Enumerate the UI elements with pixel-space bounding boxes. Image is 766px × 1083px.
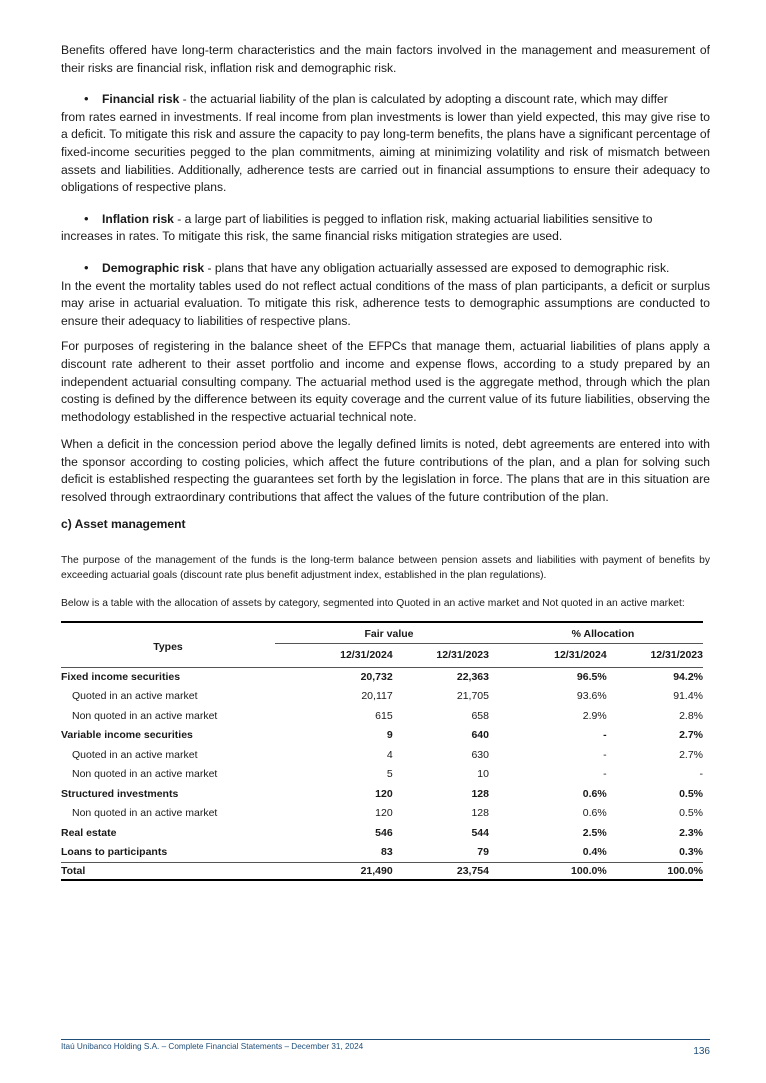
bullet-first-line: - plans that have any obligation actuarially assessed are exposed to demographic risk. [204, 260, 670, 275]
table-row: Non quoted in an active market 5 10 - - [72, 768, 703, 781]
table-total-row: Total 21,490 23,754 100.0% 100.0% [61, 862, 703, 880]
bullet-title: Inflation risk [102, 211, 174, 226]
table-row: Non quoted in an active market 615 658 2.9% 2.8% [72, 709, 703, 722]
bullet-continuation: increases in rates. To mitigate this risk, the same financial risks mitigation strategies are used. [61, 229, 563, 244]
bullet-dot-icon: • [84, 91, 89, 107]
deficit-paragraph: When a deficit in the concession period above the legally defined limits is noted, debt agreements are entered into with the sponsor according to costing policies, which affect the future contributions of the plan, and a plan for solving such deficit is established respecting the guarantees set forth by the legislation in force. The plans that are in this situation are resolved through extraordinary contributions that affect the values of the future contribution of the plan. [61, 437, 710, 505]
date-header: 12/31/2024 [275, 643, 393, 667]
intro-paragraph: Benefits offered have long-term characteristics and the main factors involved in the management and measurement of their risks are financial risk, inflation risk and demographic risk. [61, 43, 710, 75]
allocation-header: % Allocation [489, 622, 703, 644]
table-intro-paragraph: Below is a table with the allocation of assets by category, segmented into Quoted in an active market and Not quoted in an active market: [61, 597, 685, 609]
table-row: Quoted in an active market 20,117 21,705 93.6% 91.4% [72, 690, 703, 703]
document-body [61, 42, 710, 881]
date-header: 12/31/2023 [607, 643, 703, 667]
page-number: 136 [693, 1046, 710, 1057]
bullet-title: Demographic risk [102, 260, 205, 275]
types-header: Types [61, 622, 275, 668]
table-row: Loans to participants 83 79 0.4% 0.3% [61, 846, 703, 859]
bullet-demographic-risk [61, 260, 710, 330]
date-header: 12/31/2024 [489, 643, 607, 667]
bullet-inflation-risk [61, 211, 710, 246]
page-footer [61, 1039, 710, 1057]
table-row: Non quoted in an active market 120 128 0.6% 0.5% [72, 807, 703, 820]
efpc-paragraph: For purposes of registering in the balance sheet of the EFPCs that manage them, actuarial liabilities of plans apply a discount rate adherent to their asset portfolio and income and expense flows, according to a study prepared by an independent actuarial consulting company. The actuarial method used is the aggregate method, through which the plan costing is defined by the difference between its equity coverage and the current value of its future liabilities, observing the methodology established in the respective actuarial technical note. [61, 339, 710, 424]
purpose-paragraph: The purpose of the management of the funds is the long-term balance between pension assets and liabilities with payment of benefits by exceeding actuarial goals (discount rate plus benefit adjustment index, established in the plan regulations). [61, 554, 710, 581]
asset-allocation-table [61, 621, 703, 882]
table-row: Variable income securities 9 640 - 2.7% [61, 729, 703, 742]
section-heading: c) Asset management [61, 516, 186, 531]
bullet-first-line: - a large part of liabilities is pegged to inflation risk, making actuarial liabilities sensitive to [173, 211, 653, 226]
bullet-title: Financial risk [102, 92, 180, 107]
table-row: Fixed income securities 20,732 22,363 96.5% 94.2% [61, 671, 703, 684]
bullet-financial-risk [61, 91, 710, 197]
bullet-first-line: - the actuarial liability of the plan is calculated by adopting a discount rate, which may differ [179, 92, 668, 107]
date-header: 12/31/2023 [393, 643, 489, 667]
bullet-dot-icon: • [84, 259, 89, 275]
bullet-continuation: In the event the mortality tables used do not reflect actual conditions of the mass of plan participants, a deficit or surplus may arise in actuarial evaluation. To mitigate this risk, adherence tests to demographic assumptions are conducted to ensure their adequacy to liabilities of respective plans. [61, 278, 710, 328]
table-row: Quoted in an active market 4 630 - 2.7% [72, 748, 703, 761]
table-row: Structured investments 120 128 0.6% 0.5% [61, 787, 703, 800]
bullet-continuation: from rates earned in investments. If real income from plan investments is lower than yield expected, this may give rise to a deficit. To mitigate this risk and assure the capacity to pay long-term benefits, the plans have a significant percentage of fixed-income securities pegged to the plan commitments, aiming at minimizing volatility and risk of mismatch between assets and liabilities. Additionally, adherence tests are carried out in financial assumptions to ensure their adequacy to obligations of respective plans. [61, 109, 710, 195]
fair-value-header: Fair value [275, 622, 489, 644]
footer-text: Itaú Unibanco Holding S.A. – Complete Financial Statements – December 31, 2024 [61, 1042, 364, 1051]
bullet-dot-icon: • [84, 210, 89, 226]
table-row: Real estate 546 544 2.5% 2.3% [61, 826, 703, 839]
